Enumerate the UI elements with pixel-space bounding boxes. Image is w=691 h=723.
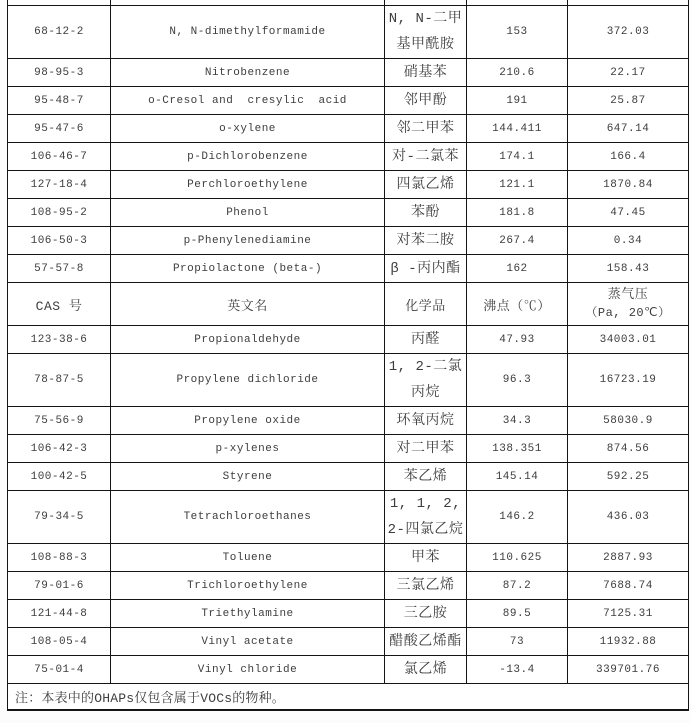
chemical-name-cell: 硝基苯 (385, 59, 467, 87)
boiling-point-cell: 87.2 (467, 572, 568, 600)
note-section (8, 684, 689, 710)
chemical-name-cell: N, N-二甲基甲酰胺 (385, 6, 467, 59)
boiling-point-cell: 162 (467, 255, 568, 283)
chemical-name-cell: 醋酸乙烯酯 (385, 628, 467, 656)
header-english: 英文名 (111, 283, 385, 326)
english-name-cell: Toluene (111, 544, 385, 572)
chemical-name-cell: 甲苯 (385, 544, 467, 572)
vapor-pressure-cell: 158.43 (568, 255, 689, 283)
boiling-point-cell: 73 (467, 628, 568, 656)
header-boiling: 沸点（℃） (467, 283, 568, 326)
cas-number-cell: 123-38-6 (8, 326, 111, 354)
chemical-name-cell: 邻甲酚 (385, 87, 467, 115)
boiling-point-cell: 96.3 (467, 354, 568, 407)
table-row (8, 326, 689, 354)
chemical-name-cell: 对苯二胺 (385, 227, 467, 255)
cas-number-cell: 121-44-8 (8, 600, 111, 628)
boiling-point-cell: 181.8 (467, 199, 568, 227)
english-name-cell: Trichloroethylene (111, 572, 385, 600)
table-row (8, 115, 689, 143)
chemical-name-cell: 三乙胺 (385, 600, 467, 628)
vapor-pressure-cell: 1870.84 (568, 171, 689, 199)
table-row (8, 143, 689, 171)
boiling-point-cell: 146.2 (467, 491, 568, 544)
header-cas: CAS 号 (8, 283, 111, 326)
cas-number-cell: 78-87-5 (8, 354, 111, 407)
english-name-cell: Vinyl chloride (111, 656, 385, 684)
chemical-name-cell: 1, 1, 2, 2-四氯乙烷 (385, 491, 467, 544)
header-vapor (568, 283, 689, 326)
cas-number-cell: 75-56-9 (8, 407, 111, 435)
cas-number-cell: 79-34-5 (8, 491, 111, 544)
table-row (8, 407, 689, 435)
english-name-cell: Nitrobenzene (111, 59, 385, 87)
vapor-pressure-cell: 25.87 (568, 87, 689, 115)
cas-number-cell: 79-01-6 (8, 572, 111, 600)
vapor-pressure-cell: 2887.93 (568, 544, 689, 572)
table-row (8, 199, 689, 227)
cas-number-cell: 95-47-6 (8, 115, 111, 143)
vapor-pressure-cell: 436.03 (568, 491, 689, 544)
english-name-cell: p-xylenes (111, 435, 385, 463)
boiling-point-cell: 110.625 (467, 544, 568, 572)
header-vapor-line1: 蒸气压 (607, 287, 649, 302)
english-name-cell: p-Phenylenediamine (111, 227, 385, 255)
boiling-point-cell: 34.3 (467, 407, 568, 435)
cas-number-cell: 75-01-4 (8, 656, 111, 684)
vocs-properties-table (7, 0, 689, 711)
boiling-point-cell: 121.1 (467, 171, 568, 199)
cas-number-cell: 106-50-3 (8, 227, 111, 255)
table-row (8, 59, 689, 87)
table-row (8, 544, 689, 572)
vapor-pressure-cell: 7125.31 (568, 600, 689, 628)
table-row (8, 171, 689, 199)
english-name-cell: p-Dichlorobenzene (111, 143, 385, 171)
vapor-pressure-cell: 874.56 (568, 435, 689, 463)
cas-number-cell: 68-12-2 (8, 6, 111, 59)
vapor-pressure-cell: 47.45 (568, 199, 689, 227)
boiling-point-cell: 174.1 (467, 143, 568, 171)
chemical-name-cell: 氯乙烯 (385, 656, 467, 684)
cas-number-cell: 57-57-8 (8, 255, 111, 283)
cas-number-cell: 95-48-7 (8, 87, 111, 115)
vapor-pressure-cell: 0.34 (568, 227, 689, 255)
table-row (8, 572, 689, 600)
cas-number-cell: 108-88-3 (8, 544, 111, 572)
chemical-name-cell: 对-二氯苯 (385, 143, 467, 171)
english-name-cell: N, N-dimethylformamide (111, 6, 385, 59)
cas-number-cell: 106-46-7 (8, 143, 111, 171)
boiling-point-cell: 191 (467, 87, 568, 115)
chemical-name-cell: 邻二甲苯 (385, 115, 467, 143)
chemical-name-cell: 丙醛 (385, 326, 467, 354)
english-name-cell: Propylene oxide (111, 407, 385, 435)
vapor-pressure-cell: 16723.19 (568, 354, 689, 407)
vapor-pressure-cell: 592.25 (568, 463, 689, 491)
vapor-pressure-cell: 34003.01 (568, 326, 689, 354)
table-row (8, 227, 689, 255)
note-row (8, 684, 689, 710)
table-row (8, 435, 689, 463)
table-body (8, 0, 689, 684)
english-name-cell: Propiolactone (beta-) (111, 255, 385, 283)
cas-number-cell: 127-18-4 (8, 171, 111, 199)
vapor-pressure-cell: 372.03 (568, 6, 689, 59)
boiling-point-cell: 138.351 (467, 435, 568, 463)
header-chemical: 化学品 (385, 283, 467, 326)
english-name-cell: Perchloroethylene (111, 171, 385, 199)
english-name-cell: Phenol (111, 199, 385, 227)
header-vapor-line2: （Pa, 20℃） (585, 306, 671, 320)
table-row (8, 6, 689, 59)
vapor-pressure-cell: 339701.76 (568, 656, 689, 684)
english-name-cell: Styrene (111, 463, 385, 491)
cas-number-cell: 98-95-3 (8, 59, 111, 87)
chemical-name-cell: 1, 2-二氯丙烷 (385, 354, 467, 407)
table-row (8, 628, 689, 656)
table-header-row (8, 283, 689, 326)
english-name-cell: Tetrachloroethanes (111, 491, 385, 544)
table-row (8, 463, 689, 491)
boiling-point-cell: 144.411 (467, 115, 568, 143)
boiling-point-cell: 153 (467, 6, 568, 59)
chemical-name-cell: 四氯乙烯 (385, 171, 467, 199)
english-name-cell: o-xylene (111, 115, 385, 143)
chemical-name-cell: β -丙内酯 (385, 255, 467, 283)
boiling-point-cell: 267.4 (467, 227, 568, 255)
cas-number-cell: 100-42-5 (8, 463, 111, 491)
table-row (8, 600, 689, 628)
boiling-point-cell: -13.4 (467, 656, 568, 684)
english-name-cell: Propionaldehyde (111, 326, 385, 354)
english-name-cell: o-Cresol and cresylic acid (111, 87, 385, 115)
cas-number-cell: 108-95-2 (8, 199, 111, 227)
vapor-pressure-cell: 11932.88 (568, 628, 689, 656)
table-row (8, 87, 689, 115)
boiling-point-cell: 47.93 (467, 326, 568, 354)
table-row (8, 354, 689, 407)
boiling-point-cell: 210.6 (467, 59, 568, 87)
vapor-pressure-cell: 166.4 (568, 143, 689, 171)
chemical-name-cell: 三氯乙烯 (385, 572, 467, 600)
vapor-pressure-cell: 22.17 (568, 59, 689, 87)
cas-number-cell: 106-42-3 (8, 435, 111, 463)
table-row (8, 491, 689, 544)
vapor-pressure-cell: 7688.74 (568, 572, 689, 600)
chemical-name-cell: 对二甲苯 (385, 435, 467, 463)
chemical-name-cell: 苯酚 (385, 199, 467, 227)
english-name-cell: Triethylamine (111, 600, 385, 628)
english-name-cell: Vinyl acetate (111, 628, 385, 656)
english-name-cell: Propylene dichloride (111, 354, 385, 407)
table-footnote: 注：本表中的OHAPs仅包含属于VOCs的物种。 (8, 684, 689, 710)
boiling-point-cell: 145.14 (467, 463, 568, 491)
chemical-name-cell: 苯乙烯 (385, 463, 467, 491)
table-row (8, 255, 689, 283)
vapor-pressure-cell: 647.14 (568, 115, 689, 143)
chemical-name-cell: 环氧丙烷 (385, 407, 467, 435)
table-row (8, 656, 689, 684)
cas-number-cell: 108-05-4 (8, 628, 111, 656)
boiling-point-cell: 89.5 (467, 600, 568, 628)
vapor-pressure-cell: 58030.9 (568, 407, 689, 435)
